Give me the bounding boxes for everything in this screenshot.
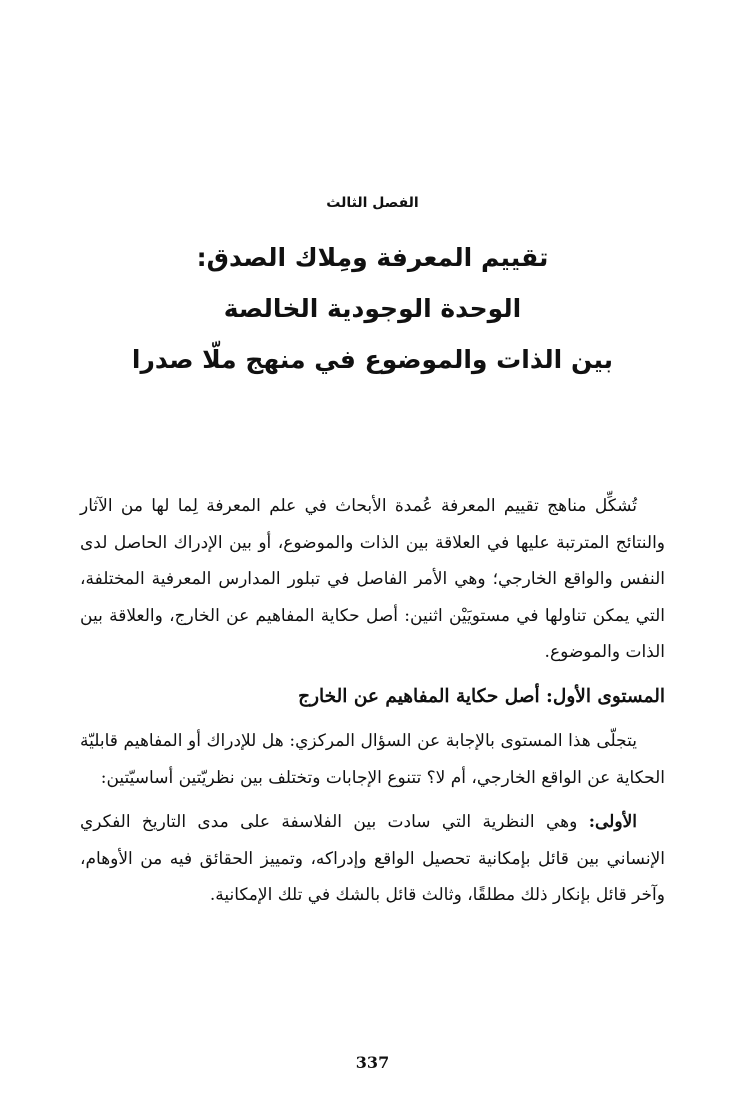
chapter-title-line-3: بين الذات والموضوع في منهج ملّا صدرا [131,345,614,374]
page-number: 337 [355,1053,390,1072]
first-theory-lead: الأولى: [588,812,637,832]
first-theory-paragraph [80,804,665,914]
chapter-label: الفصل الثالث [326,195,419,211]
body-text [80,488,665,922]
chapter-title-line-2: الوحدة الوجودية الخالصة [223,294,522,323]
first-theory-text: وهي النظرية التي سادت بين الفلاسفة على مدى التاريخ الفكري الإنساني بين قائل بإمكانية تحصيل الواقع وإدراكه، وتمييز الحقائق فيه من الأوهام، وآخر قائل بإنكار ذلك مطلقًا، وثالث قائل بالشك في تلك الإمكانية. [80,812,665,905]
section-heading: المستوى الأول: أصل حكاية المفاهيم عن الخارج [298,685,665,707]
chapter-title [60,232,685,385]
intro-paragraph: تُشكِّل مناهج تقييم المعرفة عُمدة الأبحاث في علم المعرفة لِما لها من الآثار والنتائج المترتبة عليها في العلاقة بين الذات والموضوع، أو بين الإدراك الحاصل لدى النفس والواقع الخارجي؛ وهي الأمر الفاصل في تبلور المدارس المعرفية المختلفة، التي يمكن تناولها في مستويَيْن اثنين: أصل حكاية المفاهيم عن الخارج، والعلاقة بين الذات والموضوع. [80,496,665,662]
section-paragraph: يتجلّى هذا المستوى بالإجابة عن السؤال المركزي: هل للإدراك أو المفاهيم قابليّة الحكاية عن الواقع الخارجي، أم لا؟ تتنوع الإجابات وتختلف بين نظريّتين أساسيّتين: [80,731,665,788]
chapter-title-line-1: تقييم المعرفة ومِلاك الصدق: [196,243,549,272]
